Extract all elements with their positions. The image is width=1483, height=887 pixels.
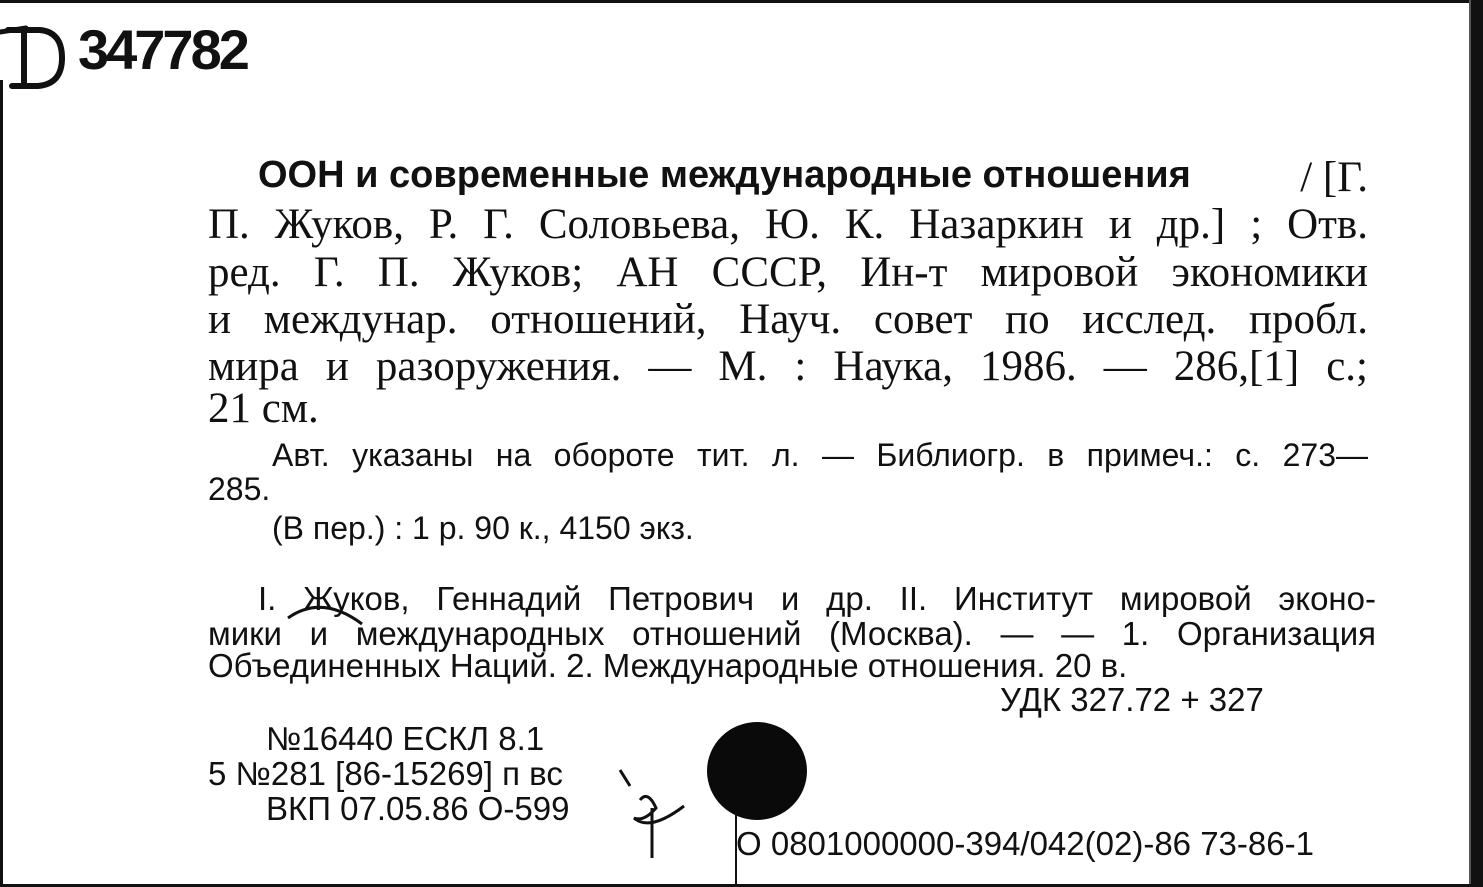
description-line-1 [258,156,1368,199]
book-title: ООН и современные международные отношения [258,154,1191,196]
tracing-line-2: мики и международных отношений (Москва). — — 1. Организация [208,615,1376,652]
footer-line-2: 5 №281 [86-15269] п вс [208,755,563,792]
udc-classification: УДК 327.72 + 327 [1000,681,1264,718]
description-line-2: П. Жуков, Р. Г. Соловьева, Ю. К. Назаркин и др.] ; Отв. [208,201,1368,248]
footer-code-line: О 0801000000-394/042(02)-86 73-86-1 [736,825,1314,862]
handwritten-d-mark [0,22,70,92]
footer-line-3: ВКП 07.05.86 О-599 [266,790,570,827]
card-edge-top [0,0,1483,3]
description-line-6: 21 см. [208,385,319,432]
description-line-5: мира и разоружения. — М. : Наука, 1986. — 286,[1] с.; [208,343,1368,390]
card-edge-right [1471,0,1483,887]
description-line-4: и междунар. отношений, Науч. совет по исслед. пробл. [208,296,1368,343]
note-line-1: Авт. указаны на обороте тит. л. — Библиогр. в примеч.: с. 273— [272,437,1368,473]
description-line-3: ред. Г. П. Жуков; АН СССР, Ин-т мировой экономики [208,249,1368,296]
note-line-2: 285. [208,471,271,507]
tracing-line-3: Объединенных Наций. 2. Международные отношения. 20 в. [208,647,1128,684]
price-line: (В пер.) : 1 р. 90 к., 4150 экз. [272,510,694,546]
footer-line-1: №16440 ЕСКЛ 8.1 [266,720,545,757]
responsibility-start: / [Г. [1300,154,1368,201]
card-punch-hole [707,722,807,820]
tracing-line-1: I. Жуков, Геннадий Петрович и др. II. Институт мировой эконо- [258,580,1376,617]
card-edge-right-inner [1469,0,1471,887]
handwritten-arc-mark [282,588,372,628]
handwritten-scribble-mark [600,700,720,870]
card-edge-left [0,80,3,887]
card-id-number: 347782 [78,18,247,81]
